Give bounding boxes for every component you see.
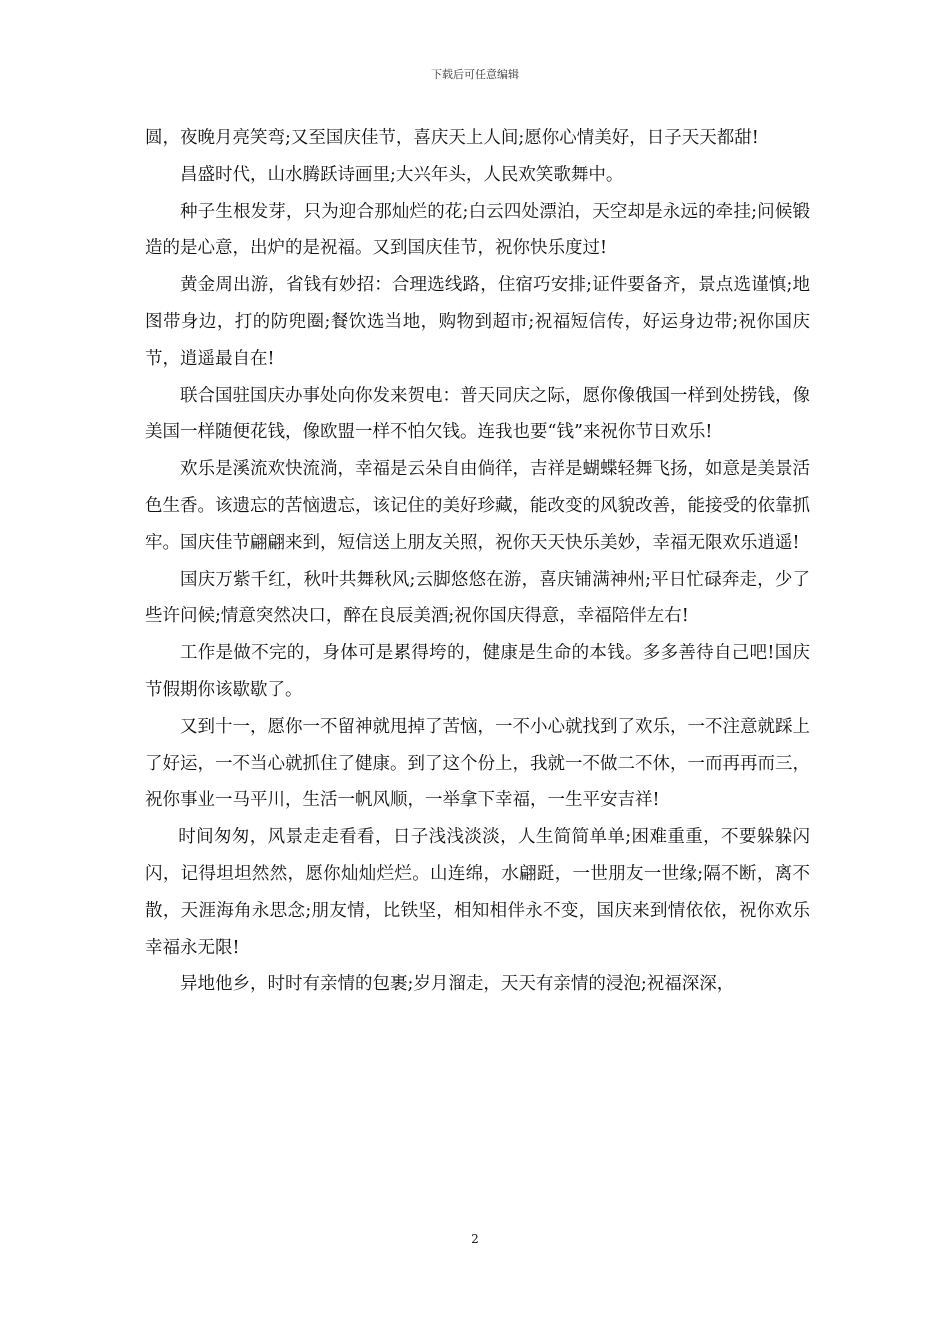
document-body — [145, 120, 810, 1003]
paragraph: 黄金周出游，省钱有妙招：合理选线路，住宿巧安排;证件要备齐，景点选谨慎;地图带身边，打的防兜圈;餐饮选当地，购物到超市;祝福短信传，好运身边带;祝你国庆节，逍遥最自在! — [145, 275, 810, 369]
paragraph: 圆，夜晚月亮笑弯;又至国庆佳节，喜庆天上人间;愿你心情美好，日子天天都甜! — [145, 128, 759, 148]
paragraph: 工作是做不完的，身体可是累得垮的，健康是生命的本钱。多多善待自己吧!国庆节假期你该歇歇了。 — [145, 643, 810, 700]
paragraph: 国庆万紫千红，秋叶共舞秋风;云脚悠悠在游，喜庆铺满神州;平日忙碌奔走，少了些许问候;情意突然决口，醉在良辰美酒;祝你国庆得意，幸福陪伴左右! — [145, 569, 810, 627]
paragraph: 昌盛时代，山水腾跃诗画里;大兴年头，人民欢笑歌舞中。 — [180, 164, 624, 185]
paragraph: 又到十一，愿你一不留神就甩掉了苦恼，一不小心就找到了欢乐，一不注意就踩上了好运，一不当心就抓住了健康。到了这个份上，我就一不做二不休，一而再再而三，祝你事业一马平川，生活一帆风顺，一举拿下幸福，一生平安吉祥! — [145, 716, 810, 811]
page-header-note: 下载后可任意编辑 — [431, 68, 519, 81]
paragraph: 异地他乡，时时有亲情的包裹;岁月溜走，天天有亲情的浸泡;祝福深深， — [180, 974, 735, 995]
page-number: 2 — [471, 1232, 479, 1246]
paragraph: 联合国驻国庆办事处向你发来贺电：普天同庆之际，愿你像俄国一样到处捞钱，像美国一样随便花钱，像欧盟一样不怕欠钱。连我也要“钱”来祝你节日欢乐! — [145, 385, 810, 443]
paragraph: 欢乐是溪流欢快流淌，幸福是云朵自由倘徉，吉祥是蝴蝶轻舞飞扬，如意是美景活色生香。该遗忘的苦恼遗忘，该记住的美好珍藏，能改变的风貌改善，能接受的依靠抓牢。国庆佳节翩翩来到，短信送上朋友关照，祝你天天快乐美妙，幸福无限欢乐逍遥! — [145, 459, 810, 553]
paragraph: 种子生根发芽，只为迎合那灿烂的花;白云四处漂泊，天空却是永远的牵挂;问候锻造的是心意，出炉的是祝福。又到国庆佳节，祝你快乐度过! — [145, 201, 810, 259]
paragraph: 时间匆匆，风景走走看看，日子浅浅淡淡，人生简简单单;困难重重，不要躲躲闪闪，记得坦坦然然，愿你灿灿烂烂。山连绵，水翩跹，一世朋友一世缘;隔不断，离不散，天涯海角永思念;朋友情，比铁坚，相知相伴永不变，国庆来到情依依，祝你欢乐幸福永无限! — [145, 827, 810, 958]
